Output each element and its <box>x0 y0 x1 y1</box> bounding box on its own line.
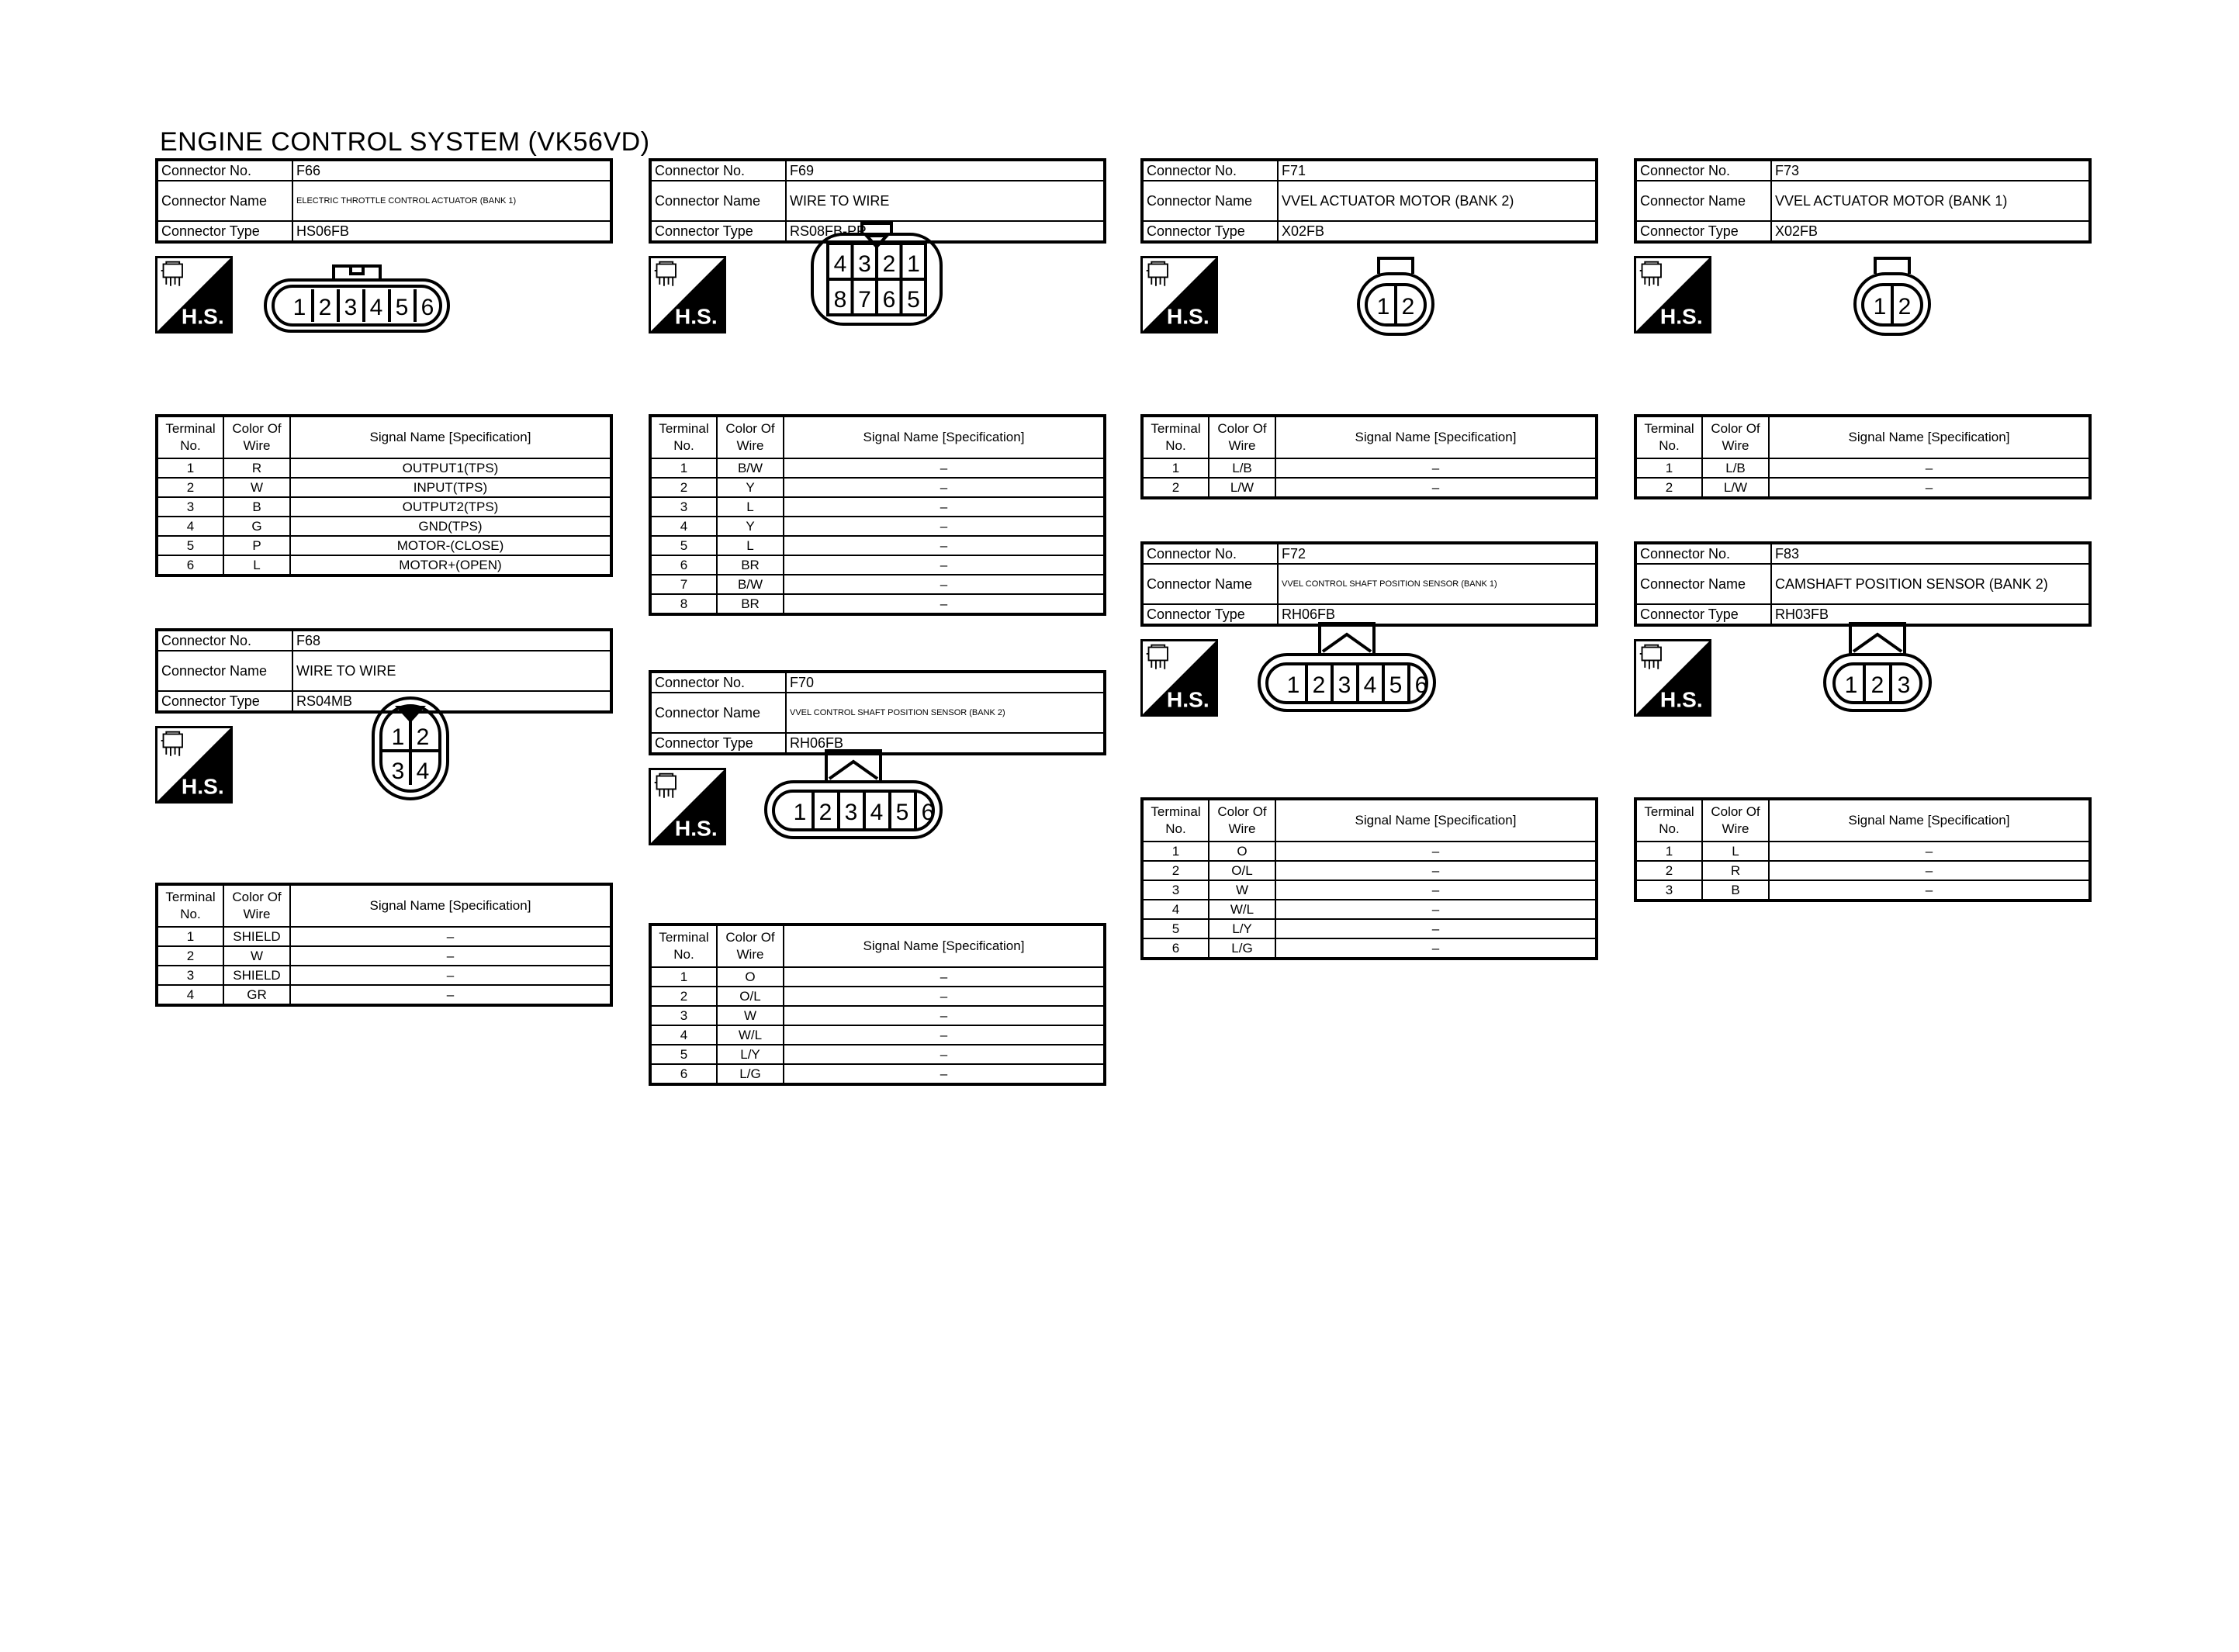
connector-face-diagram <box>1258 620 1436 714</box>
pin-number: 1 <box>907 251 920 277</box>
hs-label: H.S. <box>1166 686 1209 712</box>
terminal-no-cell: 5 <box>1142 919 1209 938</box>
terminal-table <box>1634 797 2092 902</box>
pin-number: 3 <box>344 295 358 320</box>
pin-number: 1 <box>292 295 306 320</box>
wire-color-cell: B <box>1702 880 1769 900</box>
table-row <box>650 575 1105 594</box>
connector-header-table <box>1140 158 1598 244</box>
header-value-type: X02FB <box>1771 221 2090 242</box>
signal-name-cell: – <box>784 478 1105 497</box>
signal-name-cell: – <box>784 536 1105 555</box>
pin-number: 3 <box>858 251 871 277</box>
terminal-no-cell: 5 <box>157 536 223 555</box>
hs-label: H.S. <box>1659 303 1703 329</box>
header-label-connector-type: Connector Type <box>1635 221 1771 242</box>
header-label-connector-type: Connector Type <box>650 733 786 754</box>
col-header-color-of-wire: Color Of Wire <box>1702 416 1769 458</box>
signal-name-cell: – <box>1275 900 1597 919</box>
table-row <box>157 478 611 497</box>
table-row <box>650 594 1105 614</box>
col-header-terminal-no: Terminal No. <box>1635 416 1702 458</box>
table-row <box>1142 861 1597 880</box>
signal-name-cell: – <box>784 987 1105 1006</box>
wire-color-cell: L/W <box>1702 478 1769 498</box>
signal-name-cell: – <box>1769 458 2090 478</box>
wire-color-cell: BR <box>717 594 784 614</box>
header-label-connector-type: Connector Type <box>1142 221 1278 242</box>
wire-color-cell: W <box>223 946 290 966</box>
wire-color-cell: W <box>223 478 290 497</box>
terminal-no-cell: 1 <box>650 458 717 478</box>
signal-name-cell: – <box>1275 861 1597 880</box>
terminal-no-cell: 4 <box>650 517 717 536</box>
table-row <box>1142 900 1597 919</box>
wire-color-cell: L/Y <box>717 1045 784 1064</box>
pin-number: 2 <box>818 800 832 825</box>
header-value-type: RH03FB <box>1771 604 2090 625</box>
header-value-type: HS06FB <box>292 221 611 242</box>
terminal-no-cell: 1 <box>1635 842 1702 861</box>
col-header-signal-name: Signal Name [Specification] <box>1275 416 1597 458</box>
signal-name-cell: OUTPUT2(TPS) <box>290 497 611 517</box>
terminal-table <box>1634 414 2092 499</box>
harness-side-icon <box>155 726 233 804</box>
table-row <box>157 985 611 1005</box>
table-row <box>157 946 611 966</box>
header-label-connector-no: Connector No. <box>157 160 292 181</box>
table-row <box>157 497 611 517</box>
wire-color-cell: W/L <box>1209 900 1275 919</box>
col-header-signal-name: Signal Name [Specification] <box>1769 416 2090 458</box>
wire-color-cell: L <box>717 536 784 555</box>
wire-color-cell: O/L <box>717 987 784 1006</box>
terminal-no-cell: 2 <box>650 987 717 1006</box>
terminal-no-cell: 2 <box>650 478 717 497</box>
signal-name-cell: MOTOR-(CLOSE) <box>290 536 611 555</box>
col-header-color-of-wire: Color Of Wire <box>1702 799 1769 842</box>
pin-number: 4 <box>369 295 383 320</box>
header-value-name: VVEL CONTROL SHAFT POSITION SENSOR (BANK 1) <box>1278 564 1597 604</box>
terminal-no-cell: 1 <box>157 927 223 946</box>
wire-color-cell: L/G <box>1209 938 1275 959</box>
terminal-no-cell: 1 <box>157 458 223 478</box>
table-row <box>1142 919 1597 938</box>
pin-number: 1 <box>1873 294 1887 320</box>
col-header-color-of-wire: Color Of Wire <box>223 416 290 458</box>
header-value-name: ELECTRIC THROTTLE CONTROL ACTUATOR (BANK 1) <box>292 181 611 221</box>
signal-name-cell: – <box>290 927 611 946</box>
terminal-no-cell: 5 <box>650 536 717 555</box>
wire-color-cell: B/W <box>717 458 784 478</box>
connector-header-table <box>155 158 613 244</box>
table-row <box>1142 478 1597 498</box>
pin-number: 2 <box>416 724 430 750</box>
terminal-no-cell: 6 <box>1142 938 1209 959</box>
wire-color-cell: L <box>1702 842 1769 861</box>
col-header-signal-name: Signal Name [Specification] <box>290 884 611 927</box>
table-row <box>1142 880 1597 900</box>
signal-name-cell: – <box>784 517 1105 536</box>
signal-name-cell: – <box>1275 938 1597 959</box>
pin-number: 6 <box>921 800 935 825</box>
table-row <box>157 966 611 985</box>
header-value-no: F83 <box>1771 543 2090 564</box>
table-row <box>1142 842 1597 861</box>
terminal-no-cell: 3 <box>157 966 223 985</box>
signal-name-cell: – <box>784 1006 1105 1025</box>
wire-color-cell: W/L <box>717 1025 784 1045</box>
terminal-no-cell: 3 <box>1142 880 1209 900</box>
harness-side-icon <box>1140 256 1218 334</box>
hs-label: H.S. <box>674 303 718 329</box>
pin-number: 2 <box>1898 294 1912 320</box>
table-row <box>1142 938 1597 959</box>
header-value-name: VVEL ACTUATOR MOTOR (BANK 1) <box>1771 181 2090 221</box>
terminal-table <box>649 923 1106 1086</box>
wire-color-cell: O <box>1209 842 1275 861</box>
col-header-signal-name: Signal Name [Specification] <box>784 416 1105 458</box>
col-header-terminal-no: Terminal No. <box>1635 799 1702 842</box>
wire-color-cell: R <box>1702 861 1769 880</box>
terminal-no-cell: 1 <box>1635 458 1702 478</box>
signal-name-cell: – <box>784 1064 1105 1084</box>
header-label-connector-name: Connector Name <box>157 181 292 221</box>
signal-name-cell: MOTOR+(OPEN) <box>290 555 611 575</box>
connector-face-diagram <box>1823 620 1932 714</box>
terminal-no-cell: 2 <box>1142 861 1209 880</box>
header-label-connector-name: Connector Name <box>1142 564 1278 604</box>
col-header-terminal-no: Terminal No. <box>1142 416 1209 458</box>
wire-color-cell: BR <box>717 555 784 575</box>
pin-number: 4 <box>833 251 847 277</box>
pin-number: 6 <box>882 287 896 313</box>
wire-color-cell: L <box>717 497 784 517</box>
pin-number: 2 <box>1312 672 1326 698</box>
pin-number: 2 <box>1401 294 1415 320</box>
terminal-no-cell: 6 <box>650 555 717 575</box>
header-label-connector-no: Connector No. <box>157 630 292 651</box>
connector-header-table <box>1140 541 1598 627</box>
harness-side-icon <box>1634 639 1711 717</box>
col-header-signal-name: Signal Name [Specification] <box>1769 799 2090 842</box>
pin-number: 5 <box>895 800 909 825</box>
header-value-name: VVEL CONTROL SHAFT POSITION SENSOR (BANK 2) <box>786 693 1105 733</box>
pin-number: 5 <box>1389 672 1403 698</box>
terminal-table <box>155 883 613 1007</box>
pin-number: 8 <box>833 287 847 313</box>
header-label-connector-name: Connector Name <box>1635 564 1771 604</box>
harness-side-icon <box>155 256 233 334</box>
table-row <box>650 967 1105 987</box>
terminal-no-cell: 3 <box>650 1006 717 1025</box>
signal-name-cell: – <box>784 575 1105 594</box>
col-header-color-of-wire: Color Of Wire <box>717 924 784 967</box>
wire-color-cell: G <box>223 517 290 536</box>
harness-side-icon <box>649 256 726 334</box>
signal-name-cell: – <box>784 594 1105 614</box>
terminal-no-cell: 2 <box>1635 478 1702 498</box>
pin-number: 3 <box>844 800 858 825</box>
wire-color-cell: O/L <box>1209 861 1275 880</box>
col-header-color-of-wire: Color Of Wire <box>1209 799 1275 842</box>
wire-color-cell: W <box>717 1006 784 1025</box>
table-row <box>1142 458 1597 478</box>
header-label-connector-no: Connector No. <box>1142 160 1278 181</box>
pin-number: 2 <box>318 295 332 320</box>
header-label-connector-name: Connector Name <box>1142 181 1278 221</box>
terminal-no-cell: 2 <box>1635 861 1702 880</box>
connector-header-table <box>1634 158 2092 244</box>
hs-label: H.S. <box>181 303 224 329</box>
header-label-connector-type: Connector Type <box>650 221 786 242</box>
header-value-name: WIRE TO WIRE <box>292 651 611 691</box>
table-row <box>650 1064 1105 1084</box>
table-row <box>157 927 611 946</box>
terminal-no-cell: 1 <box>650 967 717 987</box>
signal-name-cell: – <box>1769 478 2090 498</box>
col-header-signal-name: Signal Name [Specification] <box>1275 799 1597 842</box>
signal-name-cell: – <box>1275 919 1597 938</box>
pin-number: 5 <box>395 295 409 320</box>
pin-number: 5 <box>907 287 920 313</box>
table-row <box>157 555 611 575</box>
pin-number: 3 <box>1338 672 1351 698</box>
header-value-type: RS08FB-PR <box>786 221 1105 242</box>
header-value-no: F69 <box>786 160 1105 181</box>
table-row <box>157 458 611 478</box>
hs-label: H.S. <box>1166 303 1209 329</box>
signal-name-cell: – <box>784 1025 1105 1045</box>
header-value-no: F71 <box>1278 160 1597 181</box>
pin-number: 1 <box>391 724 405 750</box>
header-label-connector-no: Connector No. <box>650 160 786 181</box>
col-header-signal-name: Signal Name [Specification] <box>784 924 1105 967</box>
terminal-no-cell: 3 <box>1635 880 1702 900</box>
col-header-signal-name: Signal Name [Specification] <box>290 416 611 458</box>
terminal-no-cell: 6 <box>650 1064 717 1084</box>
signal-name-cell: – <box>1275 880 1597 900</box>
wire-color-cell: SHIELD <box>223 966 290 985</box>
header-label-connector-type: Connector Type <box>157 221 292 242</box>
pin-number: 6 <box>1414 672 1428 698</box>
table-row <box>650 497 1105 517</box>
table-row <box>650 555 1105 575</box>
terminal-no-cell: 1 <box>1142 458 1209 478</box>
header-value-type: RH06FB <box>786 733 1105 754</box>
signal-name-cell: GND(TPS) <box>290 517 611 536</box>
table-row <box>157 536 611 555</box>
terminal-no-cell: 4 <box>157 985 223 1005</box>
wire-color-cell: B <box>223 497 290 517</box>
signal-name-cell: – <box>290 946 611 966</box>
header-label-connector-type: Connector Type <box>1142 604 1278 625</box>
harness-side-icon <box>1634 256 1711 334</box>
col-header-color-of-wire: Color Of Wire <box>223 884 290 927</box>
signal-name-cell: – <box>290 966 611 985</box>
table-row <box>650 1025 1105 1045</box>
connector-face-diagram <box>264 252 450 337</box>
signal-name-cell: – <box>784 1045 1105 1064</box>
signal-name-cell: – <box>784 967 1105 987</box>
wire-color-cell: SHIELD <box>223 927 290 946</box>
terminal-table <box>649 414 1106 616</box>
table-row <box>650 1006 1105 1025</box>
signal-name-cell: – <box>1275 458 1597 478</box>
col-header-terminal-no: Terminal No. <box>157 416 223 458</box>
header-label-connector-no: Connector No. <box>1635 543 1771 564</box>
table-row <box>650 517 1105 536</box>
terminal-table <box>1140 797 1598 960</box>
connector-face-diagram <box>1354 254 1439 339</box>
signal-name-cell: – <box>1769 861 2090 880</box>
terminal-no-cell: 3 <box>650 497 717 517</box>
terminal-no-cell: 2 <box>157 946 223 966</box>
header-value-type: RH06FB <box>1278 604 1597 625</box>
wire-color-cell: L/B <box>1209 458 1275 478</box>
signal-name-cell: – <box>784 497 1105 517</box>
pin-number: 6 <box>420 295 434 320</box>
header-label-connector-type: Connector Type <box>157 691 292 712</box>
harness-side-icon <box>649 768 726 845</box>
header-label-connector-no: Connector No. <box>1142 543 1278 564</box>
signal-name-cell: – <box>1275 842 1597 861</box>
col-header-color-of-wire: Color Of Wire <box>1209 416 1275 458</box>
terminal-no-cell: 6 <box>157 555 223 575</box>
signal-name-cell: INPUT(TPS) <box>290 478 611 497</box>
header-value-no: F72 <box>1278 543 1597 564</box>
terminal-no-cell: 5 <box>650 1045 717 1064</box>
table-row <box>650 478 1105 497</box>
pin-number: 3 <box>391 759 405 784</box>
harness-side-icon <box>1140 639 1218 717</box>
header-value-no: F73 <box>1771 160 2090 181</box>
terminal-no-cell: 2 <box>1142 478 1209 498</box>
signal-name-cell: – <box>290 985 611 1005</box>
table-row <box>1635 842 2090 861</box>
table-row <box>650 987 1105 1006</box>
terminal-no-cell: 8 <box>650 594 717 614</box>
table-row <box>1635 861 2090 880</box>
header-value-type: X02FB <box>1278 221 1597 242</box>
connector-header-table <box>1634 541 2092 627</box>
wire-color-cell: P <box>223 536 290 555</box>
hs-label: H.S. <box>181 773 224 799</box>
col-header-terminal-no: Terminal No. <box>650 416 717 458</box>
col-header-terminal-no: Terminal No. <box>1142 799 1209 842</box>
wire-color-cell: W <box>1209 880 1275 900</box>
page-title: ENGINE CONTROL SYSTEM (VK56VD) <box>160 127 650 157</box>
header-label-connector-no: Connector No. <box>1635 160 1771 181</box>
header-label-connector-name: Connector Name <box>157 651 292 691</box>
terminal-no-cell: 7 <box>650 575 717 594</box>
pin-number: 7 <box>858 287 871 313</box>
signal-name-cell: – <box>1275 478 1597 498</box>
pin-number: 1 <box>1376 294 1390 320</box>
wire-color-cell: B/W <box>717 575 784 594</box>
header-value-no: F70 <box>786 672 1105 693</box>
header-label-connector-name: Connector Name <box>650 181 786 221</box>
header-value-name: VVEL ACTUATOR MOTOR (BANK 2) <box>1278 181 1597 221</box>
pin-number: 2 <box>882 251 896 277</box>
terminal-table <box>155 414 613 577</box>
wire-color-cell: R <box>223 458 290 478</box>
signal-name-cell: – <box>1769 842 2090 861</box>
wire-color-cell: Y <box>717 478 784 497</box>
header-label-connector-no: Connector No. <box>650 672 786 693</box>
pin-number: 1 <box>1844 672 1858 698</box>
signal-name-cell: – <box>784 555 1105 575</box>
header-label-connector-type: Connector Type <box>1635 604 1771 625</box>
wire-color-cell: L <box>223 555 290 575</box>
pin-number: 2 <box>1870 672 1884 698</box>
connector-face-diagram <box>764 748 943 841</box>
terminal-no-cell: 4 <box>650 1025 717 1045</box>
table-row <box>650 536 1105 555</box>
wire-color-cell: L/Y <box>1209 919 1275 938</box>
header-value-name: WIRE TO WIRE <box>786 181 1105 221</box>
wire-color-cell: L/G <box>717 1064 784 1084</box>
hs-label: H.S. <box>1659 686 1703 712</box>
terminal-no-cell: 4 <box>157 517 223 536</box>
header-label-connector-name: Connector Name <box>1635 181 1771 221</box>
wire-color-cell: GR <box>223 985 290 1005</box>
pin-number: 1 <box>793 800 807 825</box>
pin-number: 3 <box>1897 672 1911 698</box>
wire-color-cell: L/B <box>1702 458 1769 478</box>
header-value-name: CAMSHAFT POSITION SENSOR (BANK 2) <box>1771 564 2090 604</box>
signal-name-cell: – <box>1769 880 2090 900</box>
terminal-table <box>1140 414 1598 499</box>
table-row <box>157 517 611 536</box>
pin-number: 4 <box>1363 672 1377 698</box>
col-header-color-of-wire: Color Of Wire <box>717 416 784 458</box>
wire-color-cell: L/W <box>1209 478 1275 498</box>
pin-number: 4 <box>870 800 884 825</box>
table-row <box>650 458 1105 478</box>
pin-number: 1 <box>1286 672 1300 698</box>
terminal-no-cell: 2 <box>157 478 223 497</box>
connector-face-diagram <box>369 683 454 807</box>
table-row <box>1635 458 2090 478</box>
col-header-terminal-no: Terminal No. <box>157 884 223 927</box>
terminal-no-cell: 1 <box>1142 842 1209 861</box>
table-row <box>1635 478 2090 498</box>
wire-color-cell: O <box>717 967 784 987</box>
header-value-no: F68 <box>292 630 611 651</box>
hs-label: H.S. <box>674 815 718 841</box>
wire-color-cell: Y <box>717 517 784 536</box>
connector-face-diagram <box>1850 254 1936 339</box>
connector-header-table <box>649 670 1106 755</box>
header-value-type: RS04MB <box>292 691 611 712</box>
header-value-no: F66 <box>292 160 611 181</box>
table-row <box>1635 880 2090 900</box>
terminal-no-cell: 4 <box>1142 900 1209 919</box>
header-label-connector-name: Connector Name <box>650 693 786 733</box>
signal-name-cell: – <box>784 458 1105 478</box>
connector-face-diagram <box>811 219 943 327</box>
pin-number: 4 <box>416 759 430 784</box>
col-header-terminal-no: Terminal No. <box>650 924 717 967</box>
signal-name-cell: OUTPUT1(TPS) <box>290 458 611 478</box>
table-row <box>650 1045 1105 1064</box>
terminal-no-cell: 3 <box>157 497 223 517</box>
